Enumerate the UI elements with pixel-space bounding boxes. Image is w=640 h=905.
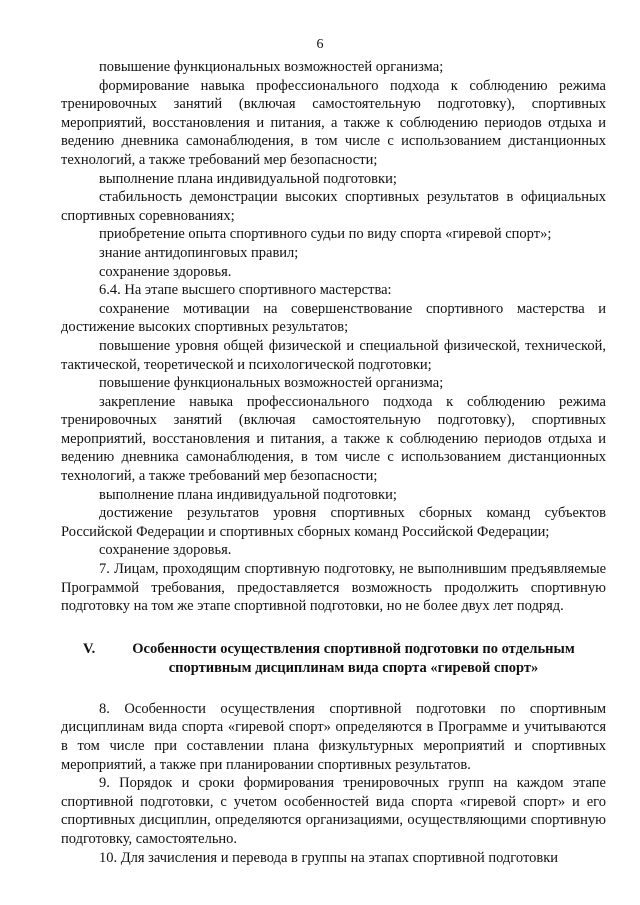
paragraph: формирование навыка профессионального подхода к соблюдению режима тренировочных занятий (включая самостоятельную подготовку), спортивных мероприятий, восстановления и питания, а также к соблюдению периодов отдыха и ведению дневника самонаблюдения, в том числе с использованием дистанционных технологий, а также требований мер безопасности; xyxy=(61,77,606,168)
paragraph: 10. Для зачисления и перевода в группы на этапах спортивной подготовки xyxy=(99,849,559,866)
paragraph: достижение результатов уровня спортивных сборных команд субъектов Российской Федерации и спортивных сборных команд Российской Федерации; xyxy=(61,505,606,540)
section-heading xyxy=(61,640,606,678)
paragraph: сохранение мотивации на совершенствование спортивного мастерства и достижение высоких спортивных результатов; xyxy=(61,300,606,336)
paragraph: повышение уровня общей физической и специальной физической, технической, тактической, теоретической и психологической подготовки; xyxy=(61,337,606,373)
section-title: Особенности осуществления спортивной подготовки по отдельным спортивным дисциплинам вида спорта «гиревой спорт» xyxy=(132,640,575,676)
paragraph: сохранение здоровья. xyxy=(99,542,232,559)
paragraph: сохранение здоровья. xyxy=(99,263,232,280)
paragraph: 6.4. На этапе высшего спортивного мастерства: xyxy=(99,282,392,299)
paragraph: закрепление навыка профессионального подхода к соблюдению режима тренировочных занятий (включая самостоятельную подготовку), спортивных мероприятий, восстановления и питания, а также к соблюдению периодов отдыха и ведению дневника самонаблюдения, в том числе с использованием дистанционных технологий, а также требований мер безопасности; xyxy=(61,393,606,485)
paragraph: знание антидопинговых правил; xyxy=(99,244,299,261)
paragraph: стабильность демонстрации высоких спортивных результатов в официальных спортивных соревнованиях; xyxy=(61,189,606,224)
paragraph: приобретение опыта спортивного судьи по виду спорта «гиревой спорт»; xyxy=(99,226,552,243)
section-number: V. xyxy=(83,640,96,657)
paragraph: повышение функциональных возможностей организма; xyxy=(99,59,444,75)
paragraph: повышение функциональных возможностей организма; xyxy=(99,375,444,392)
page-number: 6 xyxy=(316,37,324,52)
paragraph: 9. Порядок и сроки формирования тренировочных групп на каждом этапе спортивной подготовки, с учетом особенностей вида спорта «гиревой спорт» и его спортивных дисциплин, определяются организациями, осуществляющими спортивную подготовку, самостоятельно. xyxy=(61,775,606,847)
paragraph: 8. Особенности осуществления спортивной подготовки по спортивным дисциплинам вида спорта «гиревой спорт» определяются в Программе и учитываются в том числе при составлении плана физкультурных мероприятий и спортивных мероприятий, а также при планировании спортивных результатов. xyxy=(61,700,606,773)
document-body xyxy=(61,58,606,867)
paragraph: 7. Лицам, проходящим спортивную подготовку, не выполнившим предъявляемые Программой требования, предоставляется возможность продолжить спортивную подготовку на том же этапе спортивной подготовки, но не более двух лет подряд. xyxy=(61,561,606,615)
paragraph: выполнение плана индивидуальной подготовки; xyxy=(99,486,397,503)
paragraph: выполнение плана индивидуальной подготовки; xyxy=(99,170,397,187)
